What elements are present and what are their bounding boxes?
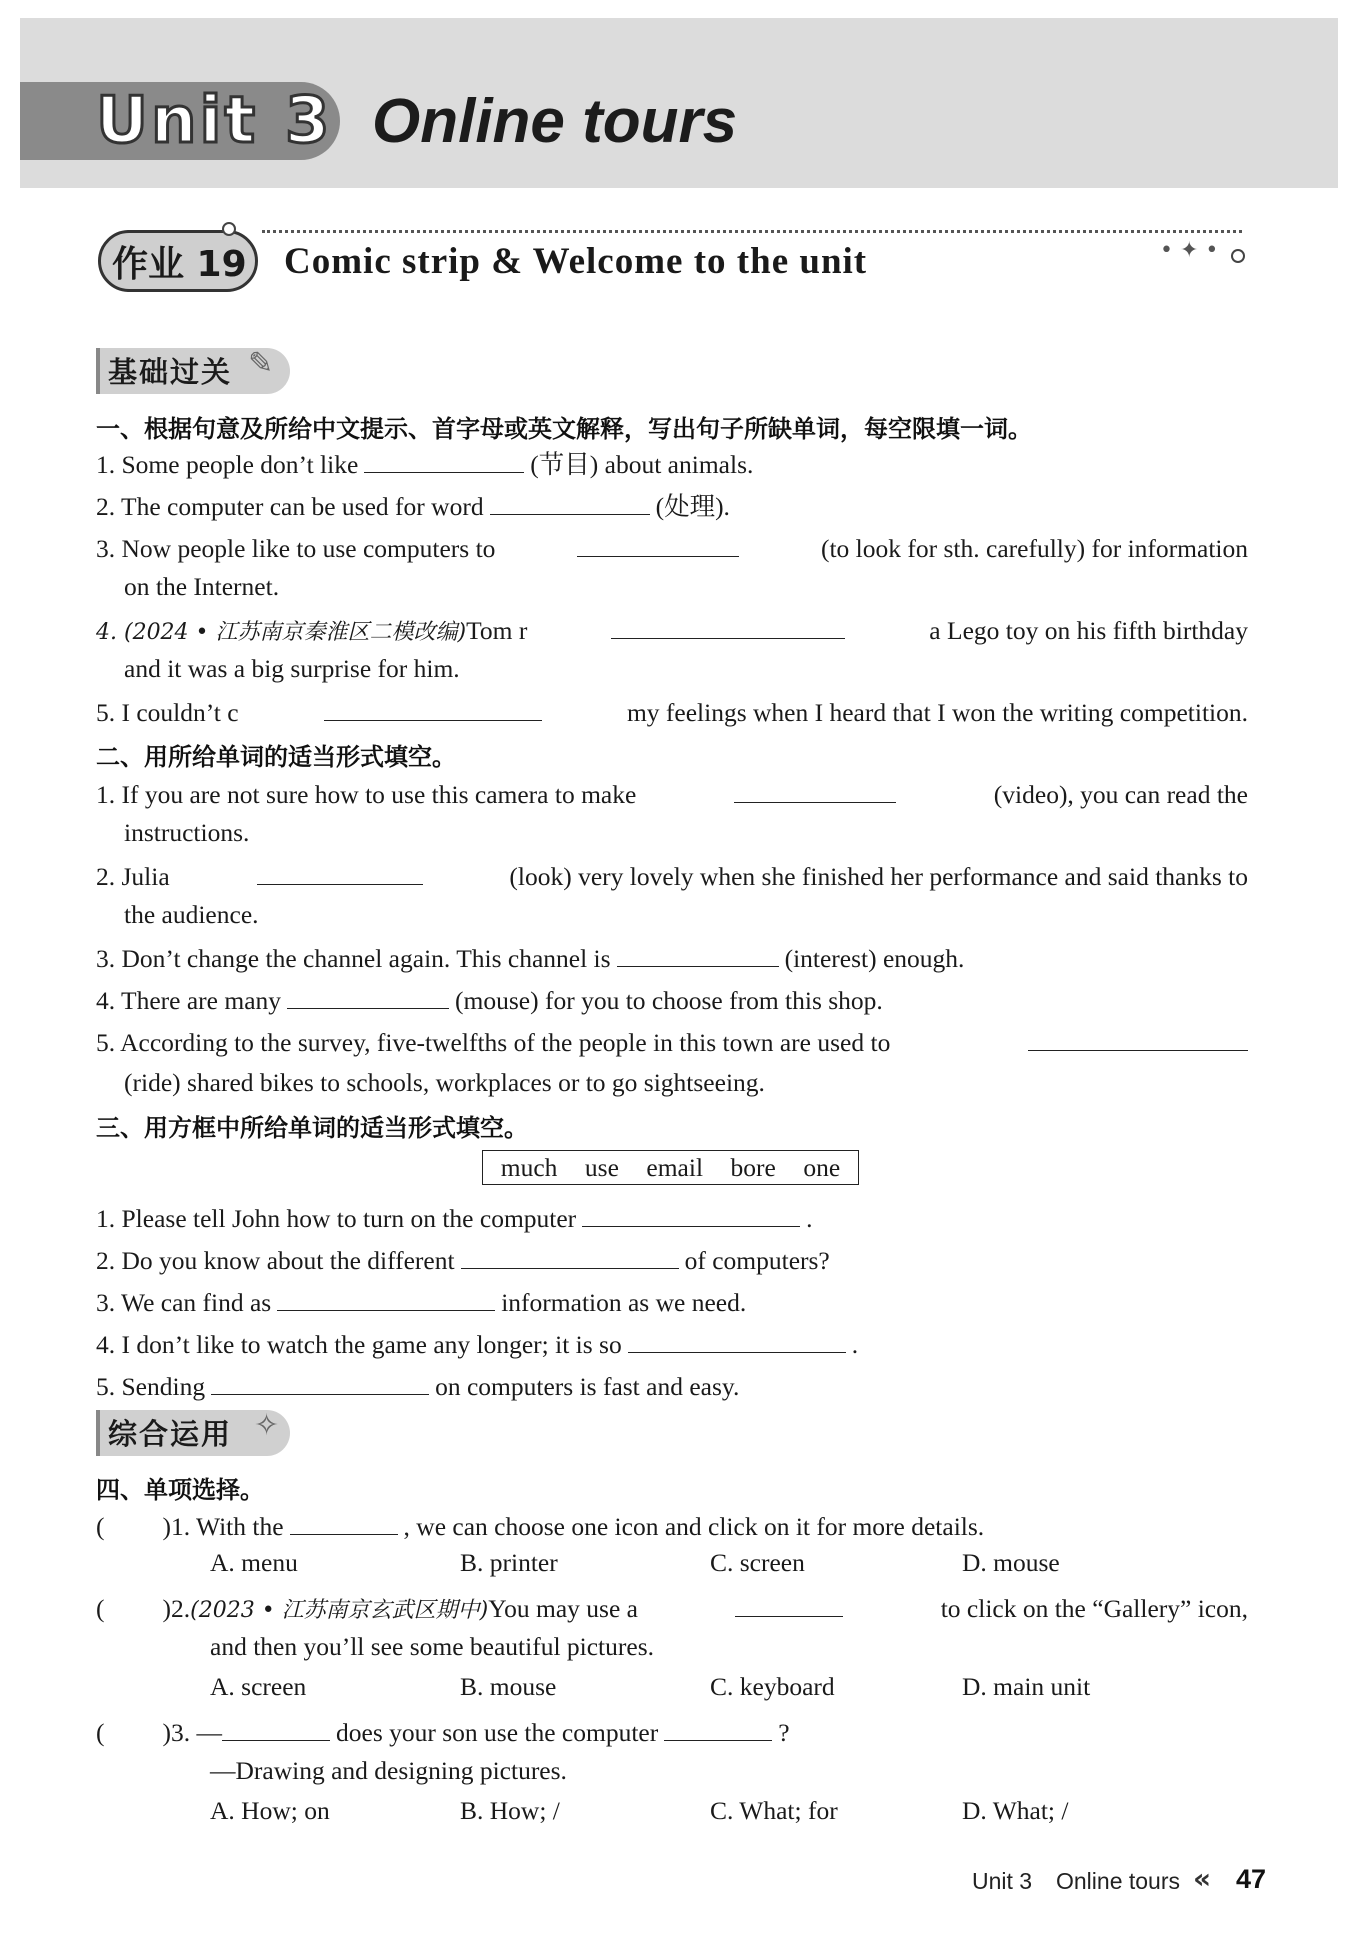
answer-blank[interactable] (490, 488, 650, 515)
sparkle-icon: ✧ (254, 1408, 280, 1443)
s4-q2: ( )2.(2023 • 江苏南京玄武区期中)You may use a to click on the “Gallery” icon, (96, 1590, 1248, 1627)
s4-q3: ( )3. — does your son use the computer ? (96, 1714, 1248, 1749)
s3-q5: 5. Sending on computers is fast and easy. (96, 1368, 1248, 1403)
box-word: one (803, 1152, 841, 1182)
answer-paren[interactable]: ( (96, 1718, 105, 1747)
tag-comprehensive-label: 综合运用 (108, 1417, 233, 1451)
s1-q1: 1. Some people don’t like (节目) about animals. (96, 446, 1248, 481)
answer-blank[interactable] (324, 694, 542, 721)
box-word: bore (730, 1152, 776, 1182)
s4-q3-cont: —Drawing and designing pictures. (210, 1756, 567, 1785)
answer-blank[interactable] (734, 776, 896, 803)
s1-q4-cont: and it was a big surprise for him. (124, 654, 460, 683)
s4-q1: ( )1. With the , we can choose one icon and click on it for more details. (96, 1508, 1248, 1543)
unit-title: Online tours (372, 87, 738, 156)
option-a[interactable]: A. How; on (210, 1796, 330, 1825)
option-d[interactable]: D. What; / (962, 1796, 1069, 1825)
answer-paren[interactable]: ( (96, 1594, 105, 1623)
answer-paren[interactable]: ( (96, 1512, 105, 1541)
sparkle-icon: • ✦ • (1160, 238, 1219, 263)
box-word: much (500, 1152, 558, 1182)
pencil-icon: ✎ (248, 346, 274, 381)
unit-number: 3 (285, 84, 330, 158)
dotted-rule (262, 230, 1242, 235)
answer-blank[interactable] (611, 612, 845, 639)
answer-blank[interactable] (628, 1326, 846, 1353)
option-c[interactable]: C. What; for (710, 1796, 838, 1825)
answer-blank[interactable] (364, 446, 524, 473)
s2-q5-cont: (ride) shared bikes to schools, workplaces or to go sightseeing. (124, 1068, 765, 1097)
footer-unit: Unit 3 (972, 1868, 1033, 1894)
answer-blank[interactable] (461, 1242, 679, 1269)
ring-icon (222, 222, 236, 236)
answer-blank[interactable] (577, 530, 739, 557)
answer-blank[interactable] (617, 940, 779, 967)
s1-q3-cont: on the Internet. (124, 572, 280, 601)
section4-heading: 四、单项选择。 (96, 1476, 264, 1504)
s3-q1: 1. Please tell John how to turn on the computer . (96, 1200, 1248, 1235)
s2-q1: 1. If you are not sure how to use this camera to make (video), you can read the (96, 776, 1248, 811)
s1-q4: 4. (2024 • 江苏南京秦淮区二模改编)Tom r a Lego toy on his fifth birthday (96, 612, 1248, 649)
s1-q3: 3. Now people like to use computers to (to look for sth. carefully) for information (96, 530, 1248, 565)
answer-blank[interactable] (582, 1200, 800, 1227)
footer-title: Online tours (1056, 1868, 1181, 1894)
box-word: email (646, 1152, 704, 1182)
s2-q5: 5. According to the survey, five-twelfths of the people in this town are used to (96, 1024, 1248, 1059)
answer-blank[interactable] (1028, 1024, 1248, 1051)
word-box (482, 1150, 859, 1185)
box-word: use (584, 1152, 619, 1182)
option-b[interactable]: B. printer (460, 1548, 558, 1577)
double-chevron-icon: « (1193, 1862, 1212, 1895)
s3-q4: 4. I don’t like to watch the game any longer; it is so . (96, 1326, 1248, 1361)
tag-basic-label: 基础过关 (108, 355, 233, 389)
s3-q3: 3. We can find as information as we need. (96, 1284, 1248, 1319)
option-b[interactable]: B. How; / (460, 1796, 560, 1825)
option-b[interactable]: B. mouse (460, 1672, 557, 1701)
option-a[interactable]: A. menu (210, 1548, 298, 1577)
answer-blank[interactable] (290, 1508, 398, 1535)
s2-q1-cont: instructions. (124, 818, 250, 847)
section2-heading: 二、用所给单词的适当形式填空。 (96, 743, 456, 771)
s3-q2: 2. Do you know about the different of computers? (96, 1242, 1248, 1277)
unit-word: Unit (96, 84, 259, 158)
s2-q4: 4. There are many (mouse) for you to choose from this shop. (96, 982, 1248, 1017)
s2-q2: 2. Julia (look) very lovely when she finished her performance and said thanks to (96, 858, 1248, 893)
s1-q5: 5. I couldn’t c my feelings when I heard that I won the writing competition. (96, 694, 1248, 729)
page-number: 47 (1236, 1864, 1267, 1894)
option-c[interactable]: C. screen (710, 1548, 805, 1577)
homework-label: 作业 19 (112, 244, 247, 285)
option-a[interactable]: A. screen (210, 1672, 307, 1701)
s1-q2: 2. The computer can be used for word (处理). (96, 488, 1248, 523)
answer-blank[interactable] (277, 1284, 495, 1311)
answer-blank[interactable] (211, 1368, 429, 1395)
answer-blank[interactable] (222, 1714, 330, 1741)
s4-q2-cont: and then you’ll see some beautiful pictures. (210, 1632, 654, 1661)
s2-q2-cont: the audience. (124, 900, 259, 929)
option-d[interactable]: D. main unit (962, 1672, 1091, 1701)
section3-heading: 三、用方框中所给单词的适当形式填空。 (96, 1114, 528, 1142)
section1-heading: 一、根据句意及所给中文提示、首字母或英文解释，写出句子所缺单词，每空限填一词。 (96, 415, 1032, 443)
s2-q3: 3. Don’t change the channel again. This channel is (interest) enough. (96, 940, 1248, 975)
answer-blank[interactable] (664, 1714, 772, 1741)
ring-icon (1231, 249, 1245, 263)
option-c[interactable]: C. keyboard (710, 1672, 835, 1701)
answer-blank[interactable] (287, 982, 449, 1009)
homework-title: Comic strip & Welcome to the unit (284, 241, 868, 282)
option-d[interactable]: D. mouse (962, 1548, 1060, 1577)
answer-blank[interactable] (257, 858, 423, 885)
answer-blank[interactable] (735, 1590, 843, 1617)
